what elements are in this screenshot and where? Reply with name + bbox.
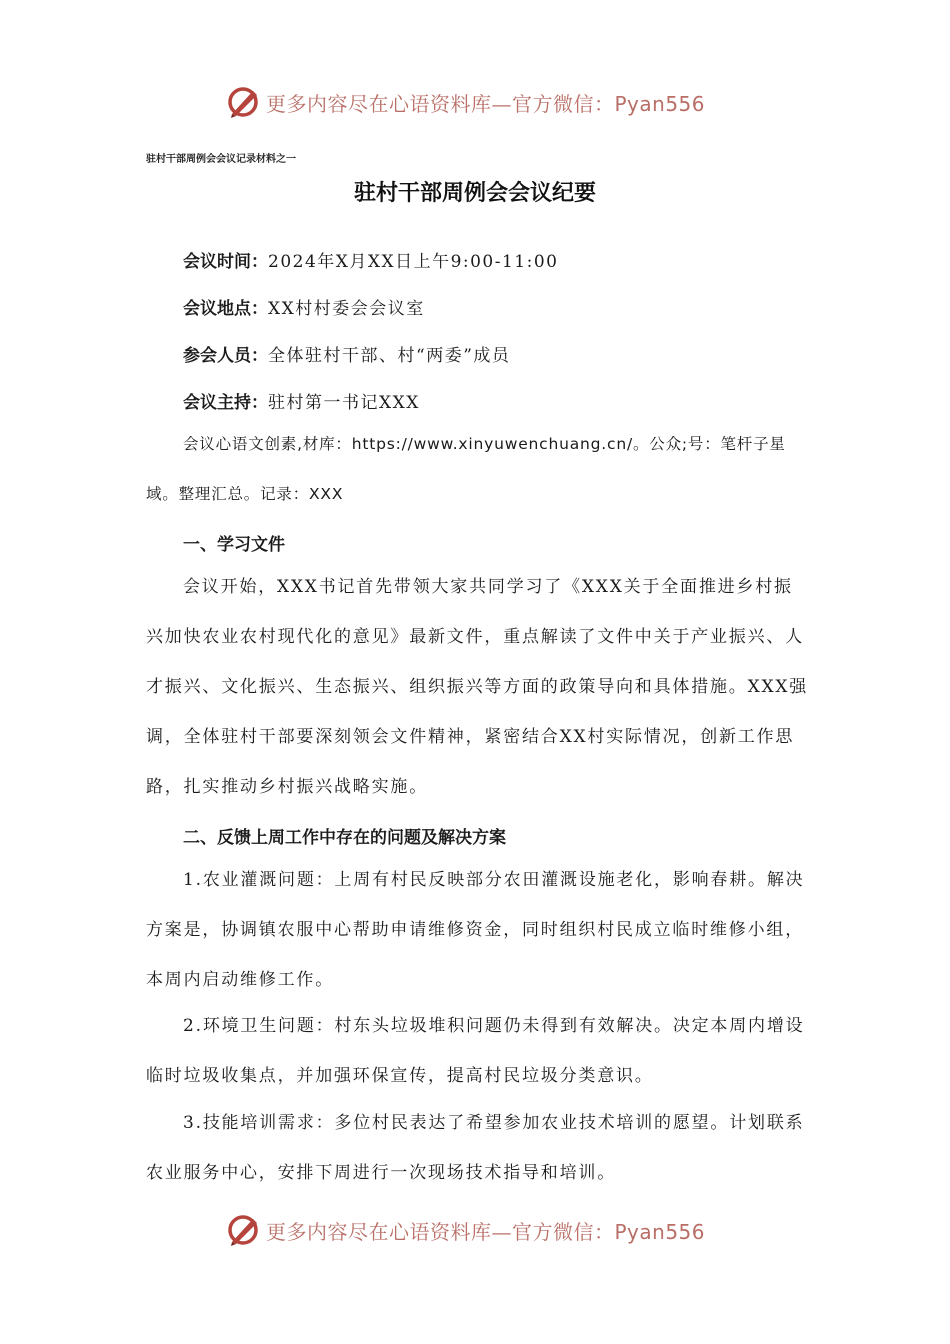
- banner-wechat-id: Pyan556: [614, 1219, 706, 1244]
- recorder-note: 会议心语文创素,材库：https://www.xinyuwenchuang.cn/。公众;号：笔杆子星域。整理汇总。记录：XXX: [146, 435, 786, 503]
- meta-host-value: 驻村第一书记XXX: [268, 393, 420, 413]
- meta-place-label: 会议地点：: [183, 299, 268, 319]
- meta-host-label: 会议主持：: [183, 393, 268, 413]
- meta-host: [183, 388, 420, 413]
- section-1-body: 会议开始，XXX书记首先带领大家共同学习了《XXX关于全面推进乡村振兴加快农业农村现代化的意见》最新文件，重点解读了文件中关于产业振兴、人才振兴、文化振兴、生态振兴、组织振兴等方面的政策导向和具体措施。XXX强调，全体驻村干部要深刻领会文件精神，紧密结合XX村实际情况，创新工作思路，扎实推动乡村振兴战略实施。: [146, 577, 809, 797]
- watermark-banner-top: [226, 82, 726, 122]
- header-note: 驻村干部周例会会议记录材料之一: [146, 154, 296, 165]
- meta-place-value: XX村村委会会议室: [268, 299, 425, 319]
- watermark-banner-bottom: [226, 1210, 726, 1250]
- meta-attendees-value: 全体驻村干部、村“两委”成员: [268, 346, 511, 366]
- meta-time: [183, 247, 558, 272]
- meta-time-value: 2024年X月XX日上午9:00-11:00: [268, 252, 559, 272]
- meta-attendees: [183, 341, 510, 366]
- meta-place: [183, 294, 425, 319]
- meta-time-label: 会议时间：: [183, 252, 268, 272]
- section-2-item-3: 3.技能培训需求：多位村民表达了希望参加农业技术培训的愿望。计划联系农业服务中心，安排下周进行一次现场技术指导和培训。: [146, 1113, 805, 1183]
- banner-text: 更多内容尽在心语资料库—官方微信：: [266, 91, 615, 116]
- banner-wechat-id: Pyan556: [614, 91, 706, 116]
- banner-text: 更多内容尽在心语资料库—官方微信：: [266, 1219, 615, 1244]
- section-1-heading: 一、学习文件: [183, 535, 285, 555]
- section-2-item-2: 2.环境卫生问题：村东头垃圾堆积问题仍未得到有效解决。决定本周内增设临时垃圾收集点，并加强环保宣传，提高村民垃圾分类意识。: [146, 1016, 805, 1086]
- meta-attendees-label: 参会人员：: [183, 346, 268, 366]
- pen-logo-icon: [226, 1212, 262, 1248]
- page-title: 驻村干部周例会会议纪要: [353, 181, 596, 206]
- section-2-item-1: 1.农业灌溉问题：上周有村民反映部分农田灌溉设施老化，影响春耕。解决方案是，协调镇农服中心帮助申请维修资金，同时组织村民成立临时维修小组，本周内启动维修工作。: [146, 870, 805, 990]
- section-2-heading: 二、反馈上周工作中存在的问题及解决方案: [183, 828, 506, 848]
- pen-logo-icon: [226, 84, 262, 120]
